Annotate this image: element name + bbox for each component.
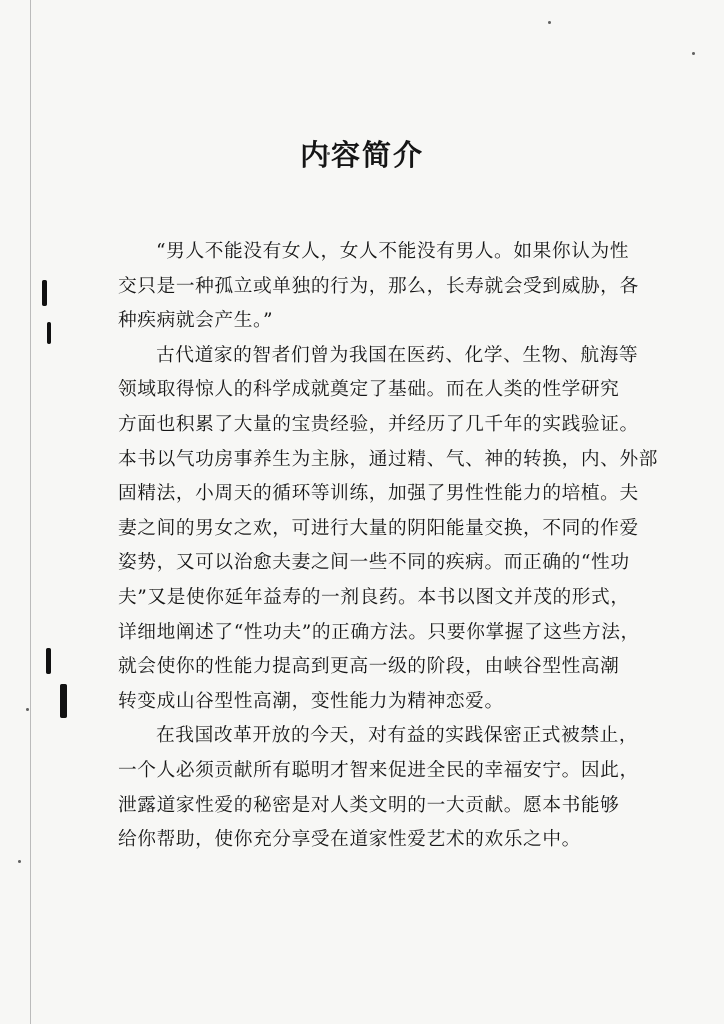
- synopsis-body: [118, 235, 670, 858]
- text-line: 泄露道家性爱的秘密是对人类文明的一大贡献。愿本书能够: [118, 794, 620, 816]
- scan-artifact-mark: [47, 322, 51, 344]
- text-line: 领域取得惊人的科学成就奠定了基础。而在人类的性学研究: [118, 379, 620, 401]
- text-line: 妻之间的男女之欢，可进行大量的阴阳能量交换，不同的作爱: [118, 517, 639, 539]
- text-line: 转变成山谷型性高潮，变性能力为精神恋爱。: [118, 690, 504, 712]
- scan-speck: [26, 708, 29, 711]
- scan-artifact-mark: [60, 684, 67, 718]
- text-line: 在我国改革开放的今天，对有益的实践保密正式被禁止，: [156, 725, 639, 747]
- text-line: 古代道家的智者们曾为我国在医药、化学、生物、航海等: [156, 344, 639, 366]
- scan-speck: [548, 21, 551, 24]
- text-line: 给你帮助，使你充分享受在道家性爱艺术的欢乐之中。: [118, 829, 581, 851]
- text-line: 详细地阐述了“性功夫”的正确方法。只要你掌握了这些方法，: [118, 621, 640, 643]
- scan-speck: [692, 52, 695, 55]
- text-line: 交只是一种孤立或单独的行为，那么，长寿就会受到威胁，各: [118, 275, 639, 297]
- page-title: 内容简介: [299, 138, 424, 172]
- text-line: 本书以气功房事养生为主脉，通过精、气、神的转换，内、外部: [118, 448, 659, 470]
- text-line: 固精法，小周天的循环等训练，加强了男性性能力的培植。夫: [118, 483, 639, 505]
- text-line: “男人不能没有女人，女人不能没有男人。如果你认为性: [156, 241, 630, 262]
- text-line: 方面也积累了大量的宝贵经验，并经历了几千年的实践验证。: [118, 413, 639, 435]
- scan-artifact-mark: [46, 648, 51, 674]
- scan-speck: [18, 860, 21, 863]
- scan-artifact-mark: [42, 280, 47, 306]
- text-line: 种疾病就会产生。”: [118, 310, 274, 332]
- text-line: 夫”又是使你延年益寿的一剂良药。本书以图文并茂的形式，: [118, 586, 630, 608]
- text-line: 一个人必须贡献所有聪明才智来促进全民的幸福安宁。因此，: [118, 759, 639, 781]
- text-line: 姿势，又可以治愈夫妻之间一些不同的疾病。而正确的“性功: [118, 552, 630, 574]
- text-line: 就会使你的性能力提高到更高一级的阶段，由峡谷型性高潮: [118, 656, 620, 678]
